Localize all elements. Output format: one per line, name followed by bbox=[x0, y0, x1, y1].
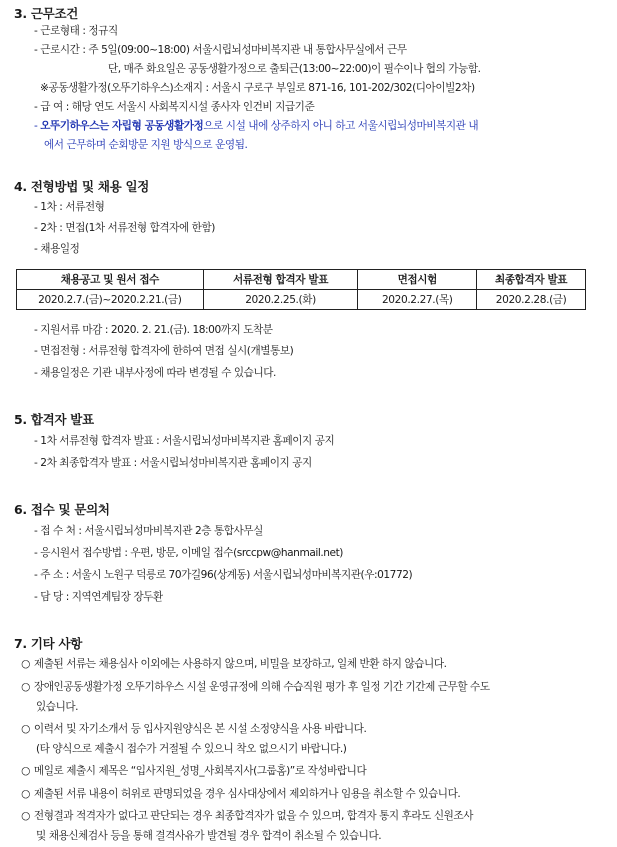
bullet-circle-icon: ○ bbox=[21, 810, 30, 822]
group-home-note-dash: - bbox=[34, 120, 41, 132]
result-2: - 2차 최종합격자 발표 : 서울시립뇌성마비복지관 홈페이지 공지 bbox=[34, 457, 312, 469]
stage-2: - 2차 : 면접(1차 서류전형 합격자에 한함) bbox=[34, 222, 215, 234]
notice-item bbox=[20, 788, 460, 801]
bullet-circle-icon: ○ bbox=[21, 788, 30, 800]
group-home-note bbox=[34, 120, 478, 133]
bullet-circle-icon: ○ bbox=[21, 681, 30, 693]
table-header: 서류전형 합격자 발표 bbox=[203, 270, 358, 290]
bullet-circle-icon: ○ bbox=[21, 658, 30, 670]
notice-text: 메일로 제출시 제목은 “입사지원_성명_사회복지사(그룹홈)”로 작성바랍니다 bbox=[33, 765, 367, 777]
notice-text: 전형결과 적격자가 없다고 판단되는 경우 최종합격자가 없을 수 있으며, 합격자 통지 후라도 신원조사 bbox=[33, 810, 473, 822]
notice-text-cont: 있습니다. bbox=[36, 701, 79, 713]
schedule-date-row bbox=[17, 290, 586, 310]
table-cell: 2020.2.27.(목) bbox=[358, 290, 477, 310]
table-header: 채용공고 및 원서 접수 bbox=[17, 270, 204, 290]
notice-item bbox=[20, 681, 490, 694]
notice-item bbox=[20, 765, 366, 778]
group-home-note-cont: 에서 근무하며 순회방문 지원 방식으로 운영됨. bbox=[44, 139, 248, 151]
interview-note: - 면접전형 : 서류전형 합격자에 한하여 면접 실시(개별통보) bbox=[34, 345, 294, 357]
section-4-title: 4. 전형방법 및 채용 일정 bbox=[14, 179, 150, 194]
notice-text-cont: 및 채용신체검사 등을 통해 결격사유가 발견될 경우 합격이 취소될 수 있습니다. bbox=[36, 830, 382, 842]
section-6-title: 6. 접수 및 문의처 bbox=[14, 502, 110, 517]
notice-item bbox=[20, 723, 366, 736]
notice-item bbox=[20, 810, 473, 823]
notice-item bbox=[20, 658, 447, 671]
schedule-change-note: - 채용일정은 기관 내부사정에 따라 변경될 수 있습니다. bbox=[34, 367, 276, 379]
section-5-title: 5. 합격자 발표 bbox=[14, 412, 94, 427]
working-hours-note: 단, 매주 화요일은 공동생활가정으로 출퇴근(13:00~22:00)이 필수이나 협의 가능함. bbox=[108, 63, 481, 75]
notice-text: 장애인공동생활가정 오뚜기하우스 시설 운영규정에 의해 수습직원 평가 후 일정 기간 기간제 근무할 수도 bbox=[33, 681, 490, 693]
submission-place: - 접 수 처 : 서울시립뇌성마비복지관 2층 통합사무실 bbox=[34, 525, 263, 537]
table-cell: 2020.2.7.(금)~2020.2.21.(금) bbox=[17, 290, 204, 310]
schedule-header-row bbox=[17, 270, 586, 290]
bullet-circle-icon: ○ bbox=[21, 765, 30, 777]
result-1: - 1차 서류전형 합격자 발표 : 서울시립뇌성마비복지관 홈페이지 공지 bbox=[34, 435, 335, 447]
employment-type: - 근로형태 : 정규직 bbox=[34, 25, 118, 37]
notice-text: 제출된 서류 내용이 허위로 판명되었을 경우 심사대상에서 제외하거나 임용을 취소할 수 있습니다. bbox=[33, 788, 461, 800]
notice-text: 제출된 서류는 채용심사 이외에는 사용하지 않으며, 비밀을 보장하고, 일체 반환 하지 않습니다. bbox=[33, 658, 447, 670]
table-header: 최종합격자 발표 bbox=[477, 270, 586, 290]
section-3-title: 3. 근무조건 bbox=[14, 6, 78, 21]
address: - 주 소 : 서울시 노원구 덕릉로 70가길96(상계동) 서울시립뇌성마비복지관(우:01772) bbox=[34, 569, 413, 581]
table-cell: 2020.2.25.(화) bbox=[203, 290, 358, 310]
submission-method: - 응시원서 접수방법 : 우편, 방문, 이메일 접수(srccpw@hanmail.net) bbox=[34, 547, 343, 559]
table-cell: 2020.2.28.(금) bbox=[477, 290, 586, 310]
group-home-note-rest: 으로 시설 내에 상주하지 아니 하고 서울시립뇌성마비복지관 내 bbox=[203, 120, 479, 132]
bullet-circle-icon: ○ bbox=[21, 723, 30, 735]
schedule-table bbox=[16, 269, 586, 310]
group-home-address: ※공동생활가정(오뚜기하우스)소재지 : 서울시 구로구 부일로 871-16, 101-202/302(디아이빌2차) bbox=[40, 82, 475, 94]
section-7-title: 7. 기타 사항 bbox=[14, 636, 83, 651]
table-header: 면접시험 bbox=[358, 270, 477, 290]
salary: - 급 여 : 해당 연도 서울시 사회복지시설 종사자 인건비 지급기준 bbox=[34, 101, 315, 113]
notice-text: 이력서 및 자기소개서 등 입사지원양식은 본 시설 소정양식을 사용 바랍니다. bbox=[33, 723, 367, 735]
working-hours: - 근로시간 : 주 5일(09:00~18:00) 서울시립뇌성마비복지관 내 통합사무실에서 근무 bbox=[34, 44, 407, 56]
contact-person: - 담 당 : 지역연계팀장 장두환 bbox=[34, 591, 163, 603]
notice-text-cont: (타 양식으로 제출시 접수가 거절될 수 있으니 착오 없으시기 바랍니다.) bbox=[36, 743, 347, 755]
schedule-label: - 채용일정 bbox=[34, 243, 80, 255]
deadline-note: - 지원서류 마감 : 2020. 2. 21.(금). 18:00까지 도착분 bbox=[34, 324, 273, 336]
stage-1: - 1차 : 서류전형 bbox=[34, 201, 105, 213]
group-home-note-emphasis: 오뚜기하우스는 자립형 공동생활가정 bbox=[40, 120, 204, 132]
